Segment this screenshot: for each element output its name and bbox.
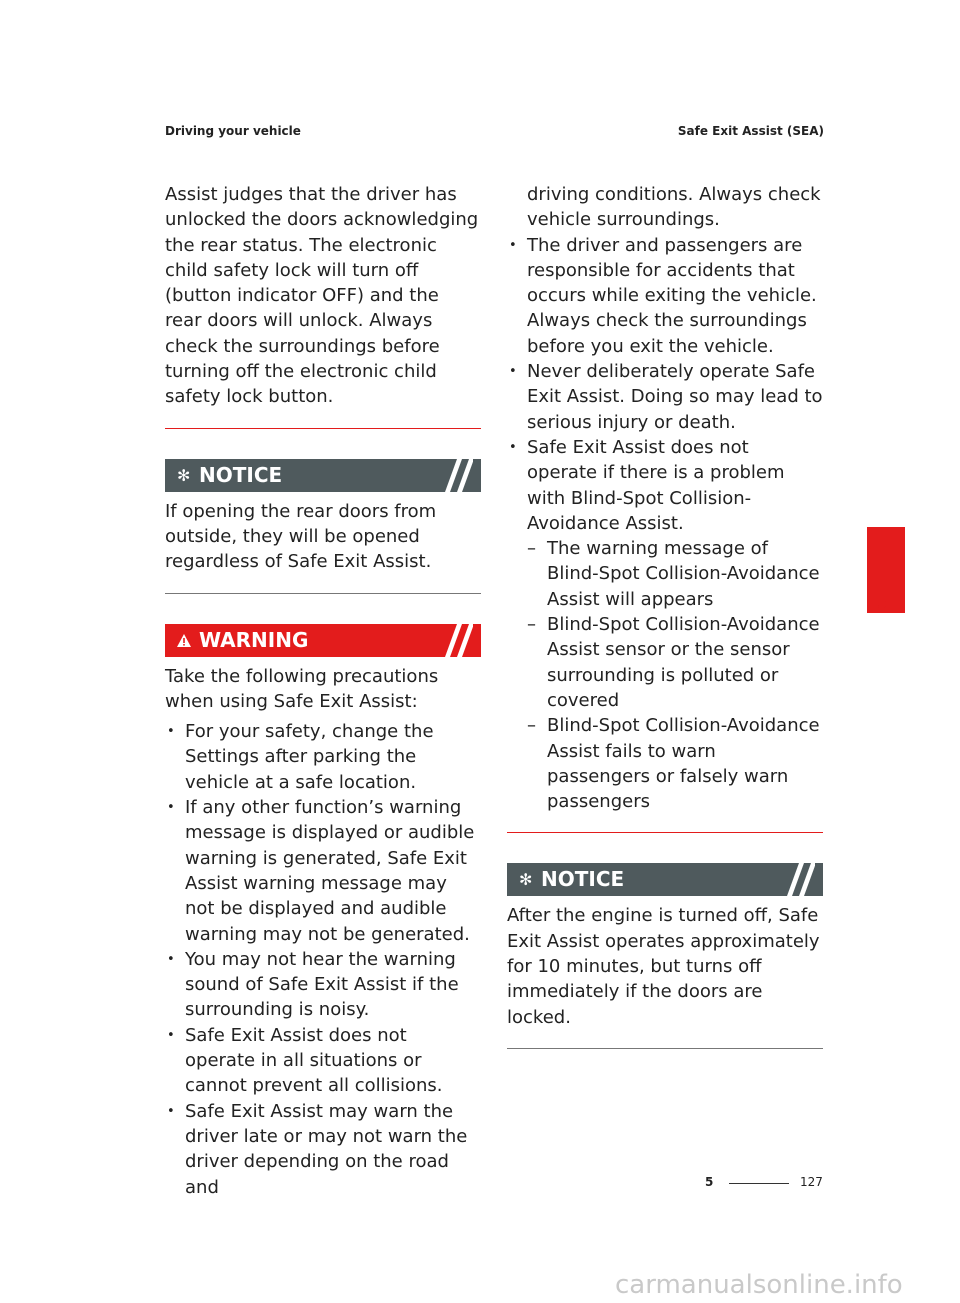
divider-red	[507, 832, 823, 833]
warning-banner	[165, 624, 481, 657]
left-column	[165, 182, 481, 1200]
warning-title: WARNING	[199, 627, 309, 652]
page-number: 127	[800, 1175, 823, 1189]
warning-bullet-list	[165, 719, 481, 1200]
header-topic-title: Safe Exit Assist (SEA)	[677, 124, 824, 138]
list-item	[507, 435, 823, 814]
list-item: • Safe Exit Assist may warn the driver late or may not warn the driver depending on the road and	[165, 1099, 481, 1200]
footer-section-number: 5	[705, 1175, 714, 1189]
divider-red	[165, 428, 481, 429]
chapter-tab-number: 5	[877, 594, 888, 612]
divider-grey	[165, 593, 481, 594]
list-item: • Safe Exit Assist does not operate in all situations or cannot prevent all collisions.	[165, 1023, 481, 1099]
notice-title: NOTICE	[541, 867, 625, 892]
notice-title: NOTICE	[199, 462, 283, 487]
warning-intro: Take the following precautions when using Safe Exit Assist:	[165, 665, 439, 712]
notice-banner	[507, 863, 823, 896]
list-item: • The driver and passengers are responsible for accidents that occurs while exiting the vehicle. Always check the surroundings before you exit the vehicle.	[507, 233, 823, 359]
sub-list-item: – Blind-Spot Collision-Avoidance Assist fails to warn passengers or falsely warn passengers	[527, 713, 823, 814]
notice-text: After the engine is turned off, Safe Exit Assist operates approximately for 10 minutes, but turns off immediately if the doors are locked.	[507, 905, 820, 1028]
divider-grey	[507, 1048, 823, 1049]
list-item: • You may not hear the warning sound of Safe Exit Assist if the surrounding is noisy.	[165, 947, 481, 1023]
asterisk-icon: ✻	[519, 870, 533, 890]
notice-banner	[165, 459, 481, 492]
footer-divider	[729, 1183, 789, 1184]
stripes-decoration	[425, 624, 473, 657]
stripes-decoration	[425, 459, 473, 492]
warning-triangle-icon	[177, 624, 191, 657]
list-item: • If any other function’s warning message is displayed or audible warning is generated, Safe Exit Assist warning message may not be displayed and audible warning may not be generated.	[165, 795, 481, 947]
right-column	[507, 182, 823, 1079]
header-section-title: Driving your vehicle	[165, 124, 301, 138]
sub-list-item: – Blind-Spot Collision-Avoidance Assist sensor or the sensor surrounding is polluted or covered	[527, 612, 823, 713]
list-item: • Never deliberately operate Safe Exit Assist. Doing so may lead to serious injury or death.	[507, 359, 823, 435]
intro-paragraph: Assist judges that the driver has unlocked the doors acknowledging the rear status. The electronic child safety lock will turn off (button indicator OFF) and the rear doors will unlock. Always check the surroundings before turning off the electronic child safety lock button.	[165, 184, 479, 408]
list-item-text: Safe Exit Assist does not operate if there is a problem with Blind-Spot Collision-Avoidance Assist.	[527, 436, 785, 534]
sub-list-item: – The warning message of Blind-Spot Collision-Avoidance Assist will appears	[527, 536, 823, 612]
notice-text: If opening the rear doors from outside, they will be opened regardless of Safe Exit Assist.	[165, 500, 437, 573]
continuation-text: driving conditions. Always check vehicle surroundings.	[527, 184, 821, 231]
stripes-decoration	[767, 863, 815, 896]
list-item: • For your safety, change the Settings after parking the vehicle at a safe location.	[165, 719, 481, 795]
watermark: carmanualsonline.info	[615, 1270, 903, 1300]
asterisk-icon: ✻	[177, 465, 191, 485]
sub-list	[527, 536, 823, 814]
right-bullet-list	[507, 233, 823, 815]
